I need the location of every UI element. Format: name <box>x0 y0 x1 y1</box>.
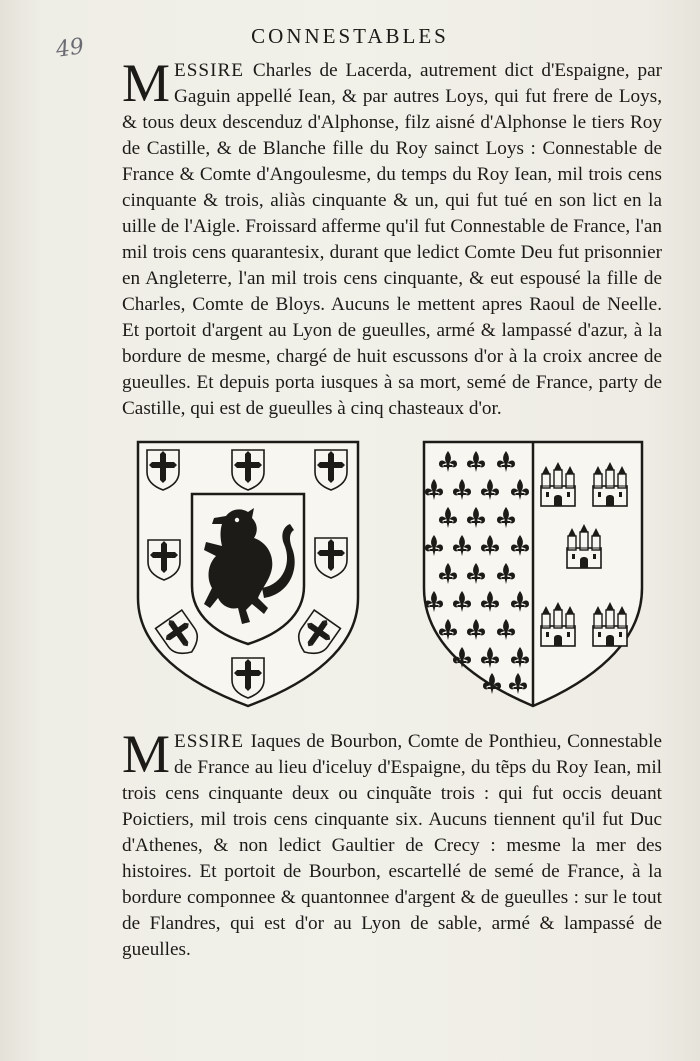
entry-text: Charles de Lacerda, autrement dict d'Espaigne, par Gaguin appellé Iean, & par autres Loys, qui fut frere de Loys, & tous deux descenduz d'Alphonse, filz aisné d'Alphonse le tiers Roy de Castille, & de Blanche fille du Roy sainct Loys : Connestable de France & Comte d'Angoulesme, du temps du Roy Iean, mil trois cens cinquante & trois, aliàs cinquante & un, qui fut tué en son lict en la uille de l'Aigle. Froissard afferme qu'il fut Connestable de France, l'an mil trois cens quarantesix, durant que ledict Comte Deu fut prisonnier en Angleterre, l'an mil trois cens cinquante, & eut espousé la fille de Charles, Comte de Bloys. Aucuns le mettent apres Raoul de Neelle. Et portoit d'argent au Lyon de gueulles, armé & lampassé d'azur, à la bordure de mesme, chargé de huit escussons d'or à la croix ancree de gueulles. Et depuis porta iusques à sa mort, semé de France, party de Castille, qui est de gueulles à cinq chasteaux d'or. <box>122 60 662 419</box>
folio-number: 49 <box>54 34 86 63</box>
drop-capital: M <box>122 724 171 784</box>
entry-text: Iaques de Bourbon, Comte de Ponthieu, Connestable de France au lieu d'iceluy d'Espaigne, du tẽps du Roy Iean, mil trois cens cinquante deux ou cinquãte trois : qui fut occis deuant Poictiers, mil trois cens cinquante six. Aucuns tiennent qu'il fut Duc d'Athenes, & non ledict Gaultier de Crecy : mesme la mer des histoires. Et portoit de Bourbon, escartellé de semé de France, à la bordure componnee & quantonnee d'argent & de gueulles : sur le tout de Flandres, qui est d'or au Lyon de sable, armé & lampassé de gueulles. <box>122 731 662 960</box>
entry-lacerda <box>122 53 662 422</box>
running-head: CONNESTABLES <box>251 24 449 48</box>
coat-of-arms-lacerda <box>134 438 362 710</box>
entry-lead-word: ESSIRE <box>174 731 251 752</box>
drop-capital: M <box>122 53 171 113</box>
coat-of-arms-france-castile <box>420 438 646 710</box>
entry-bourbon <box>122 724 662 963</box>
entry-lead-word: ESSIRE <box>174 60 253 81</box>
